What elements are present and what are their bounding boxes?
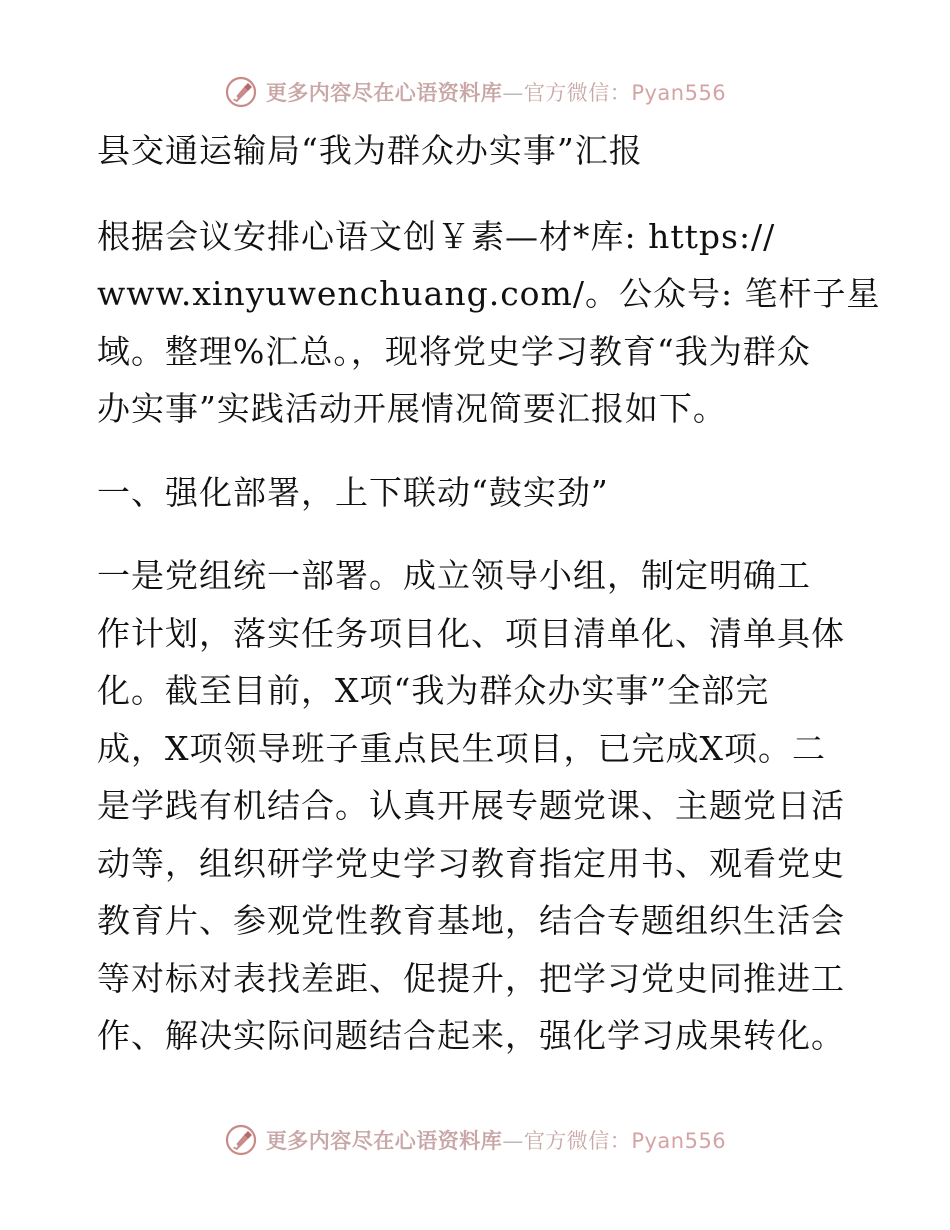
paragraph-line: 等对标对表找差距、促提升，把学习党史同推进工 <box>97 958 845 998</box>
watermark-main: 更多内容尽在心语资料库 <box>265 1129 503 1153</box>
watermark-wechat-label: 官方微信： <box>523 81 632 105</box>
paragraph-line: 根据会议安排心语文创￥素—材*库: https:// <box>97 216 776 256</box>
paragraph-line: 是学践有机结合。认真开展专题党课、主题党日活 <box>97 786 845 825</box>
watermark-dash: — <box>502 81 524 105</box>
watermark-text <box>266 77 726 107</box>
paragraph-line: 办实事”实践活动开展情况简要汇报如下。 <box>97 389 727 428</box>
document-body <box>97 122 881 1065</box>
spacer <box>97 180 857 208</box>
watermark-dash: — <box>502 1129 524 1153</box>
paragraph-intro <box>97 208 881 438</box>
paragraph-section-one <box>97 547 857 1065</box>
paragraph-line: 一是党组统一部署。成立领导小组，制定明确工 <box>97 556 811 595</box>
header-watermark <box>0 72 950 112</box>
document-title: 县交通运输局“我为群众办实事”汇报 <box>97 131 643 170</box>
watermark-text <box>266 1125 726 1155</box>
spacer <box>97 521 857 547</box>
paragraph-line: 教育片、参观党性教育基地，结合专题组织生活会 <box>97 901 845 940</box>
paragraph-line: 作计划，落实任务项目化、项目清单化、清单具体 <box>97 613 845 653</box>
pen-nib-logo-icon <box>224 1123 258 1157</box>
section-heading: 一、强化部署，上下联动“鼓实劲” <box>97 472 609 512</box>
spacer <box>97 438 857 464</box>
paragraph-line: 域。整理%汇总。，现将党史学习教育“我为群众 <box>97 331 811 371</box>
paragraph-line: 化。截至目前，X项“我为群众办实事”全部完 <box>97 671 770 710</box>
watermark-main: 更多内容尽在心语资料库 <box>265 81 503 105</box>
watermark-wechat-id: Pyan556 <box>631 1129 727 1153</box>
pen-nib-logo-icon <box>224 75 258 109</box>
watermark-wechat-id: Pyan556 <box>631 81 727 105</box>
paragraph-line: 作、解决实际问题结合起来，强化学习成果转化。 <box>97 1016 845 1055</box>
paragraph-line: www.xinyuwenchuang.com/。公众号: 笔杆子星 <box>97 274 881 313</box>
footer-watermark <box>0 1120 950 1160</box>
watermark-wechat-label: 官方微信： <box>523 1129 632 1153</box>
paragraph-line: 成，X项领导班子重点民生项目，已完成X项。二 <box>97 728 826 768</box>
paragraph-line: 动等，组织研学党史学习教育指定用书、观看党史 <box>97 843 845 883</box>
